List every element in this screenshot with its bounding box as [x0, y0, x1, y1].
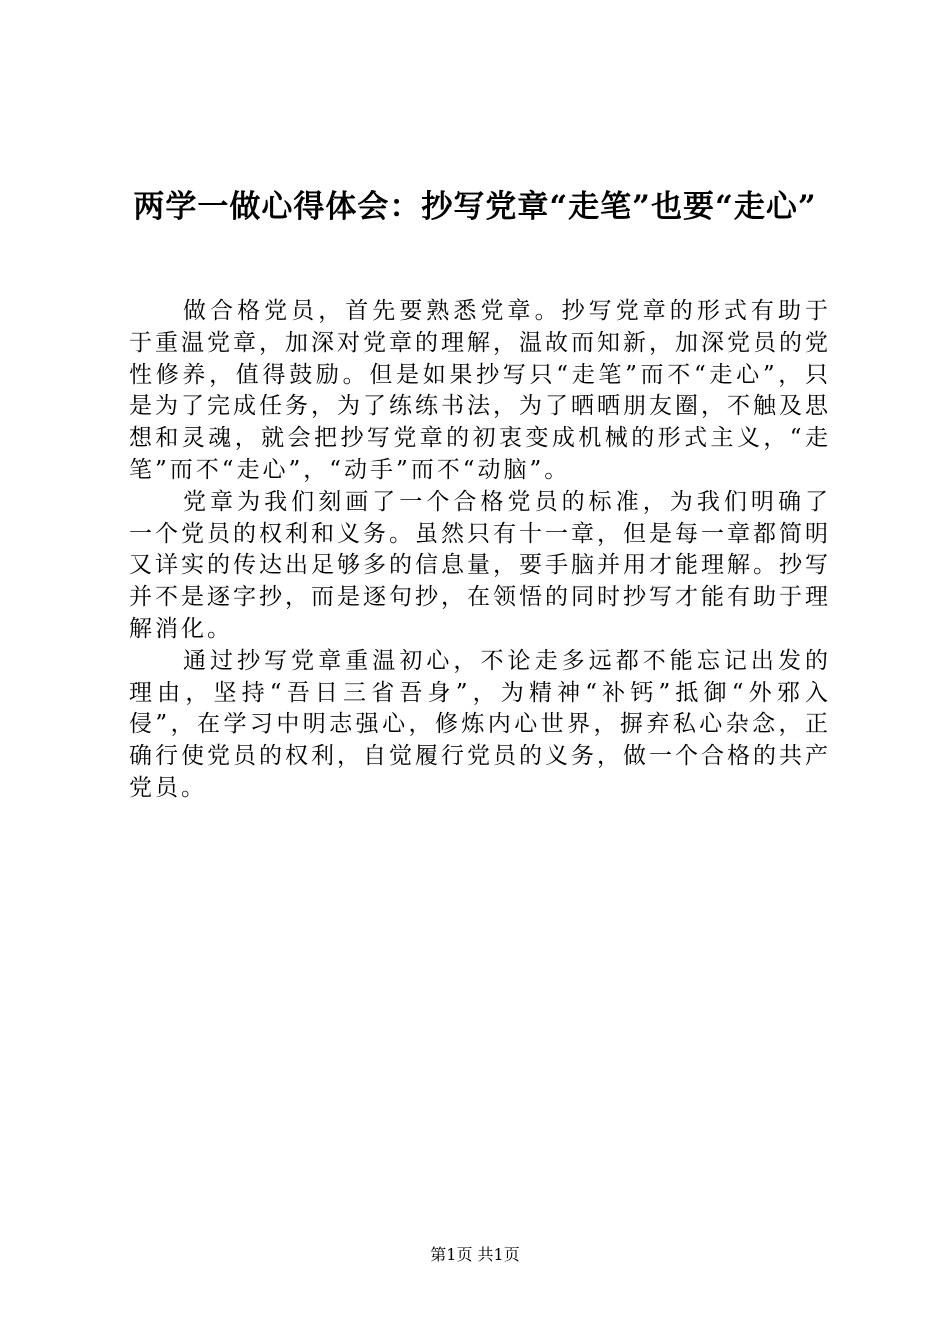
- page-footer: 第1页 共1页: [430, 1245, 520, 1264]
- document-body: [129, 296, 831, 805]
- document-title: 两学一做心得体会：抄写党章“走笔”也要“走心”: [133, 189, 817, 225]
- paragraph-3: 通过抄写党章重温初心，不论走多远都不能忘记出发的理由，坚持“吾日三省吾身”，为精神“补钙”抵御“外邪入侵”，在学习中明志强心，修炼内心世界，摒弃私心杂念，正确行使党员的权利，自觉履行党员的义务，做一个合格的共产党员。: [129, 647, 831, 801]
- paragraph-2: 党章为我们刻画了一个合格党员的标准，为我们明确了一个党员的权利和义务。虽然只有十一章，但是每一章都简明又详实的传达出足够多的信息量，要手脑并用才能理解。抄写并不是逐字抄，而是逐句抄，在领悟的同时抄写才能有助于理解消化。: [129, 488, 831, 642]
- paragraph-1: 做合格党员，首先要熟悉党章。抄写党章的形式有助于于重温党章，加深对党章的理解，温故而知新，加深党员的党性修养，值得鼓励。但是如果抄写只“走笔”而不“走心”，只是为了完成任务，为了练练书法，为了晒晒朋友圈，不触及思想和灵魂，就会把抄写党章的初衷变成机械的形式主义，“走笔”而不“走心”，“动手”而不“动脑”。: [129, 298, 831, 483]
